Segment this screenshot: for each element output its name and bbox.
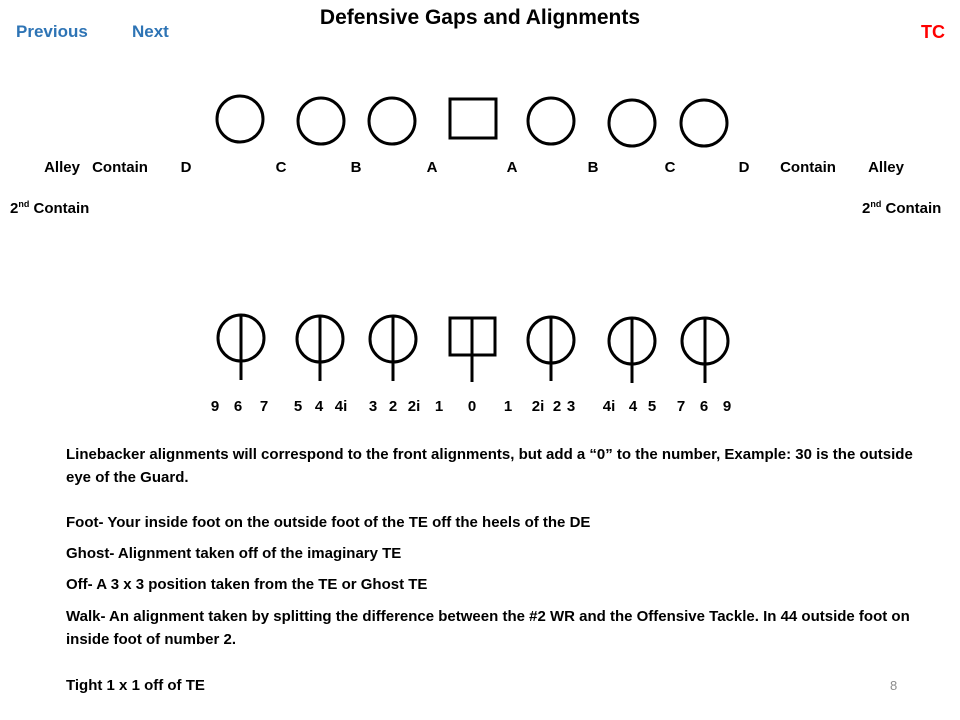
technique-number: 3 (566, 398, 576, 415)
lineman-technique-right-tackle (609, 318, 655, 383)
note-linebacker: Linebacker alignments will correspond to the front alignments, but add a “0” to the number, Example: 30 is the outside eye of the Guard. (66, 446, 913, 486)
technique-number: 7 (259, 398, 269, 415)
lineman-technique-right-te (682, 318, 728, 383)
note-off: Off- A 3 x 3 position taken from the TE or Ghost TE (66, 576, 428, 593)
technique-number: 1 (434, 398, 444, 415)
gap-label-a-left: A (426, 159, 438, 176)
technique-number: 3 (368, 398, 378, 415)
gap-label-d-left: D (180, 159, 192, 176)
second-contain-right: 2nd Contain (862, 199, 942, 217)
note-ghost: Ghost- Alignment taken off of the imaginary TE (66, 545, 402, 562)
note-tight: Tight 1 x 1 off of TE (66, 677, 205, 694)
lineman-left-guard (369, 98, 415, 144)
page-title: Defensive Gaps and Alignments (319, 6, 641, 29)
technique-number: 9 (210, 398, 220, 415)
gap-label-a-right: A (506, 159, 518, 176)
technique-number: 7 (676, 398, 686, 415)
technique-number: 4 (314, 398, 324, 415)
technique-number: 0 (467, 398, 477, 415)
lineman-right-tackle (609, 100, 655, 146)
gap-label-d-right: D (738, 159, 750, 176)
technique-number: 1 (503, 398, 513, 415)
technique-number: 9 (722, 398, 732, 415)
lineman-technique-center (450, 318, 495, 382)
technique-number: 2 (388, 398, 398, 415)
technique-number: 2i (407, 398, 421, 415)
note-foot: Foot- Your inside foot on the outside foot of the TE off the heels of the DE (66, 514, 591, 531)
gap-label-c-right: C (664, 159, 676, 176)
technique-number: 5 (293, 398, 303, 415)
technique-number: 2 (552, 398, 562, 415)
technique-number: 4i (602, 398, 616, 415)
offensive-line-bottom (218, 315, 728, 383)
technique-number: 4i (334, 398, 348, 415)
gap-label-contain-right: Contain (780, 159, 836, 176)
lineman-technique-left-guard (370, 316, 416, 381)
technique-number: 6 (233, 398, 243, 415)
page-number: 8 (890, 678, 898, 693)
gap-label-alley-right: Alley (868, 159, 904, 176)
offensive-line-top (217, 96, 727, 146)
lineman-technique-left-te (218, 315, 264, 380)
technique-number: 2i (531, 398, 545, 415)
next-link[interactable]: Next (132, 22, 169, 41)
gap-label-b-right: B (587, 159, 599, 176)
previous-link[interactable]: Previous (16, 22, 88, 41)
gap-label-c-left: C (275, 159, 287, 176)
lineman-left-tackle (298, 98, 344, 144)
technique-number: 6 (699, 398, 709, 415)
lineman-right-guard (528, 98, 574, 144)
gap-label-contain-left: Contain (92, 159, 148, 176)
lineman-technique-right-guard (528, 317, 574, 381)
lineman-technique-left-tackle (297, 316, 343, 381)
technique-number: 5 (647, 398, 657, 415)
gap-label-b-left: B (350, 159, 362, 176)
lineman-right-te (681, 100, 727, 146)
gap-label-alley-left: Alley (44, 159, 80, 176)
lineman-center (450, 99, 496, 138)
lineman-left-te (217, 96, 263, 142)
note-walk: Walk- An alignment taken by splitting the difference between the #2 WR and the Offensive Tackle. In 44 outside foot on inside foot of number 2. (66, 608, 910, 648)
technique-number: 4 (628, 398, 638, 415)
tc-link[interactable]: TC (921, 22, 945, 42)
second-contain-left: 2nd Contain (10, 199, 90, 217)
